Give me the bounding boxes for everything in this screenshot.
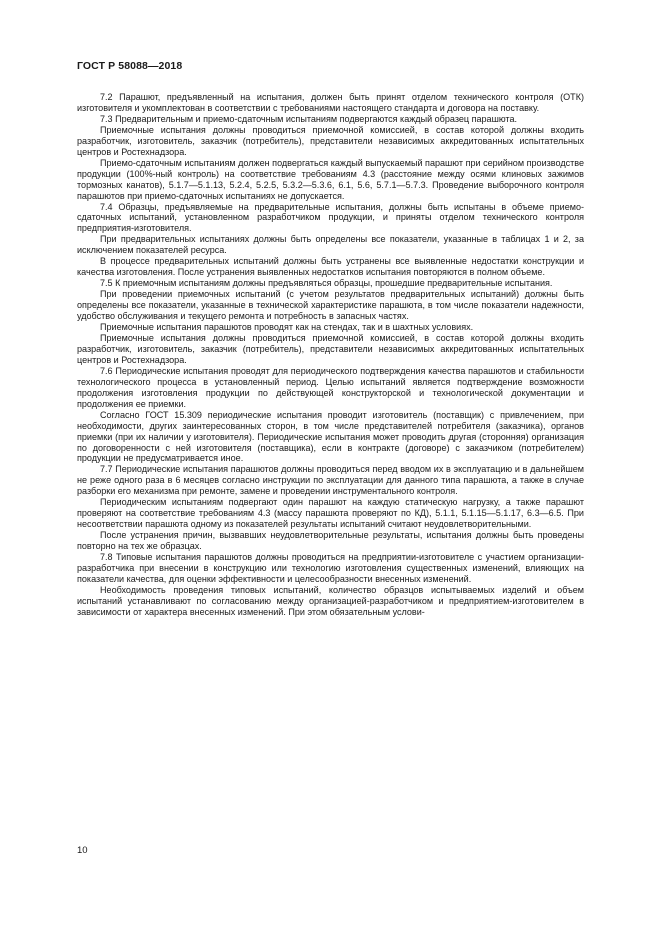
paragraph-7-5: 7.5 К приемочным испытаниям должны предъявляться образцы, прошедшие предварительные испытания. [100, 278, 553, 289]
paragraph-7-7: 7.7 Периодические испытания парашютов должны проводиться перед вводом их в эксплуатацию и в дальнейшем не реже одного раза в 6 месяцев согласно инструкции по эксплуатации для данного типа парашюта, а также в случае разборки его механизма при ремонте, замене и проведении инструментального контроля. [77, 464, 584, 497]
paragraph-7-3: 7.3 Предварительным и приемо-сдаточным испытаниям подвергаются каждый образец парашюта. [100, 113, 518, 124]
paragraph: Приемочные испытания должны проводиться приемочной комиссией, в состав которой должны входить разработчик, изготовитель, заказчик (потребитель), представители независимых аккредитованных испытательных центров и Ростехнадзора. [77, 124, 584, 157]
paragraph-7-4: 7.4 Образцы, предъявляемые на предварительные испытания, должны быть испытаны в объеме приемо-сдаточных испытаний, установленном разработчиком продукции, и приняты отделом технического контроля предприятия-изготовителя. [77, 201, 584, 234]
paragraph: Приемо-сдаточным испытаниям должен подвергаться каждый выпускаемый парашют при серийном производстве продукции (100%-ный контроль) на соответствие требованиям 4.3 (расстояние между осями клиновых зажимов тормозных канатов), 5.1.7—5.1.13, 5.2.4, 5.2.5, 5.3.2—5.3.6, 6.1, 5.6, 5.7.1—5.7.3. Проведение выборочного контроля парашютов при приемо-сдаточных испытаниях не допускается. [77, 157, 584, 201]
paragraph: В процессе предварительных испытаний должны быть устранены все выявленные недостатки конструкции и качества изготовления. После устранения выявленных недостатков испытания повторяются в полном объеме. [77, 256, 584, 278]
paragraph: Приемочные испытания должны проводиться приемочной комиссией, в состав которой должны входить разработчик, изготовитель, заказчик (потребитель), представители независимых аккредитованных испытательных центров и Ростехнадзора. [77, 332, 584, 365]
paragraph: После устранения причин, вызвавших неудовлетворительные результаты, испытания должны быть проведены повторно на тех же образцах. [77, 530, 584, 552]
standard-designation: ГОСТ Р 58088—2018 [77, 60, 183, 72]
paragraph-7-8: 7.8 Типовые испытания парашютов должны проводиться на предприятии-изготовителе с участием организации-разработчика при внесении в конструкцию или технологию изготовления существенных изменений, влияющих на показатели качества, для оценки эффективности и целесообразности внесенных изменений. [77, 552, 584, 584]
paragraph-7-2: 7.2 Парашют, предъявленный на испытания, должен быть принят отделом технического контроля (ОТК) изготовителя и укомплектован в соответствии с требованиями настоящего стандарта и договора на поставку. [77, 92, 584, 113]
paragraph: Приемочные испытания парашютов проводят как на стендах, так и в шахтных условиях. [100, 322, 474, 333]
paragraph: Периодическим испытаниям подвергают один парашют на каждую статическую нагрузку, а также парашют проверяют на соответствие требованиям 4.3 (массу парашюта проверяют по КД), 5.1.1, 5.1.15—5.1.17, 6.3—6.5. При несоответствии парашюта одному из показателей результаты испытаний считают неудовлетворительными. [77, 497, 584, 530]
paragraph: При проведении приемочных испытаний (с учетом результатов предварительных испытаний) должны быть определены все показатели, указанные в технической характеристике парашюта, в том числе показатели надежности, удобство обслуживания и текущего ремонта и потребность в запасных частях. [77, 289, 584, 322]
page-number: 10 [77, 845, 88, 856]
paragraph: Согласно ГОСТ 15.309 периодические испытания проводит изготовитель (поставщик) с привлечением, при необходимости, других заинтересованных сторон, в том числе представителей потребителя (заказчика), органов приемки (при их наличии у изготовителя). Периодические испытания может проводить другая (сторонняя) организация по договоренности с ней изготовителя (поставщика), если в контракте (договоре) с заказчиком (потребителем) продукции не предусматривается иное. [77, 409, 584, 464]
paragraph: Необходимость проведения типовых испытаний, количество образцов испытываемых изделий и объем испытаний устанавливают по согласованию между организацией-разработчиком и предприятием-изготовителем в зависимости от характера внесенных изменений. При этом обязательным услови- [77, 584, 584, 617]
paragraph-7-6: 7.6 Периодические испытания проводят для периодического подтверждения качества парашютов и стабильности технологического процесса в установленный период. Целью испытаний является подтверждение возможности продолжения изготовления продукции по действующей конструкторской и технологической документации и продолжения ее приемки. [77, 365, 584, 409]
document-body [77, 92, 584, 618]
paragraph: При предварительных испытаниях должны быть определены все показатели, указанные в таблицах 1 и 2, за исключением показателей ресурса. [77, 234, 584, 256]
